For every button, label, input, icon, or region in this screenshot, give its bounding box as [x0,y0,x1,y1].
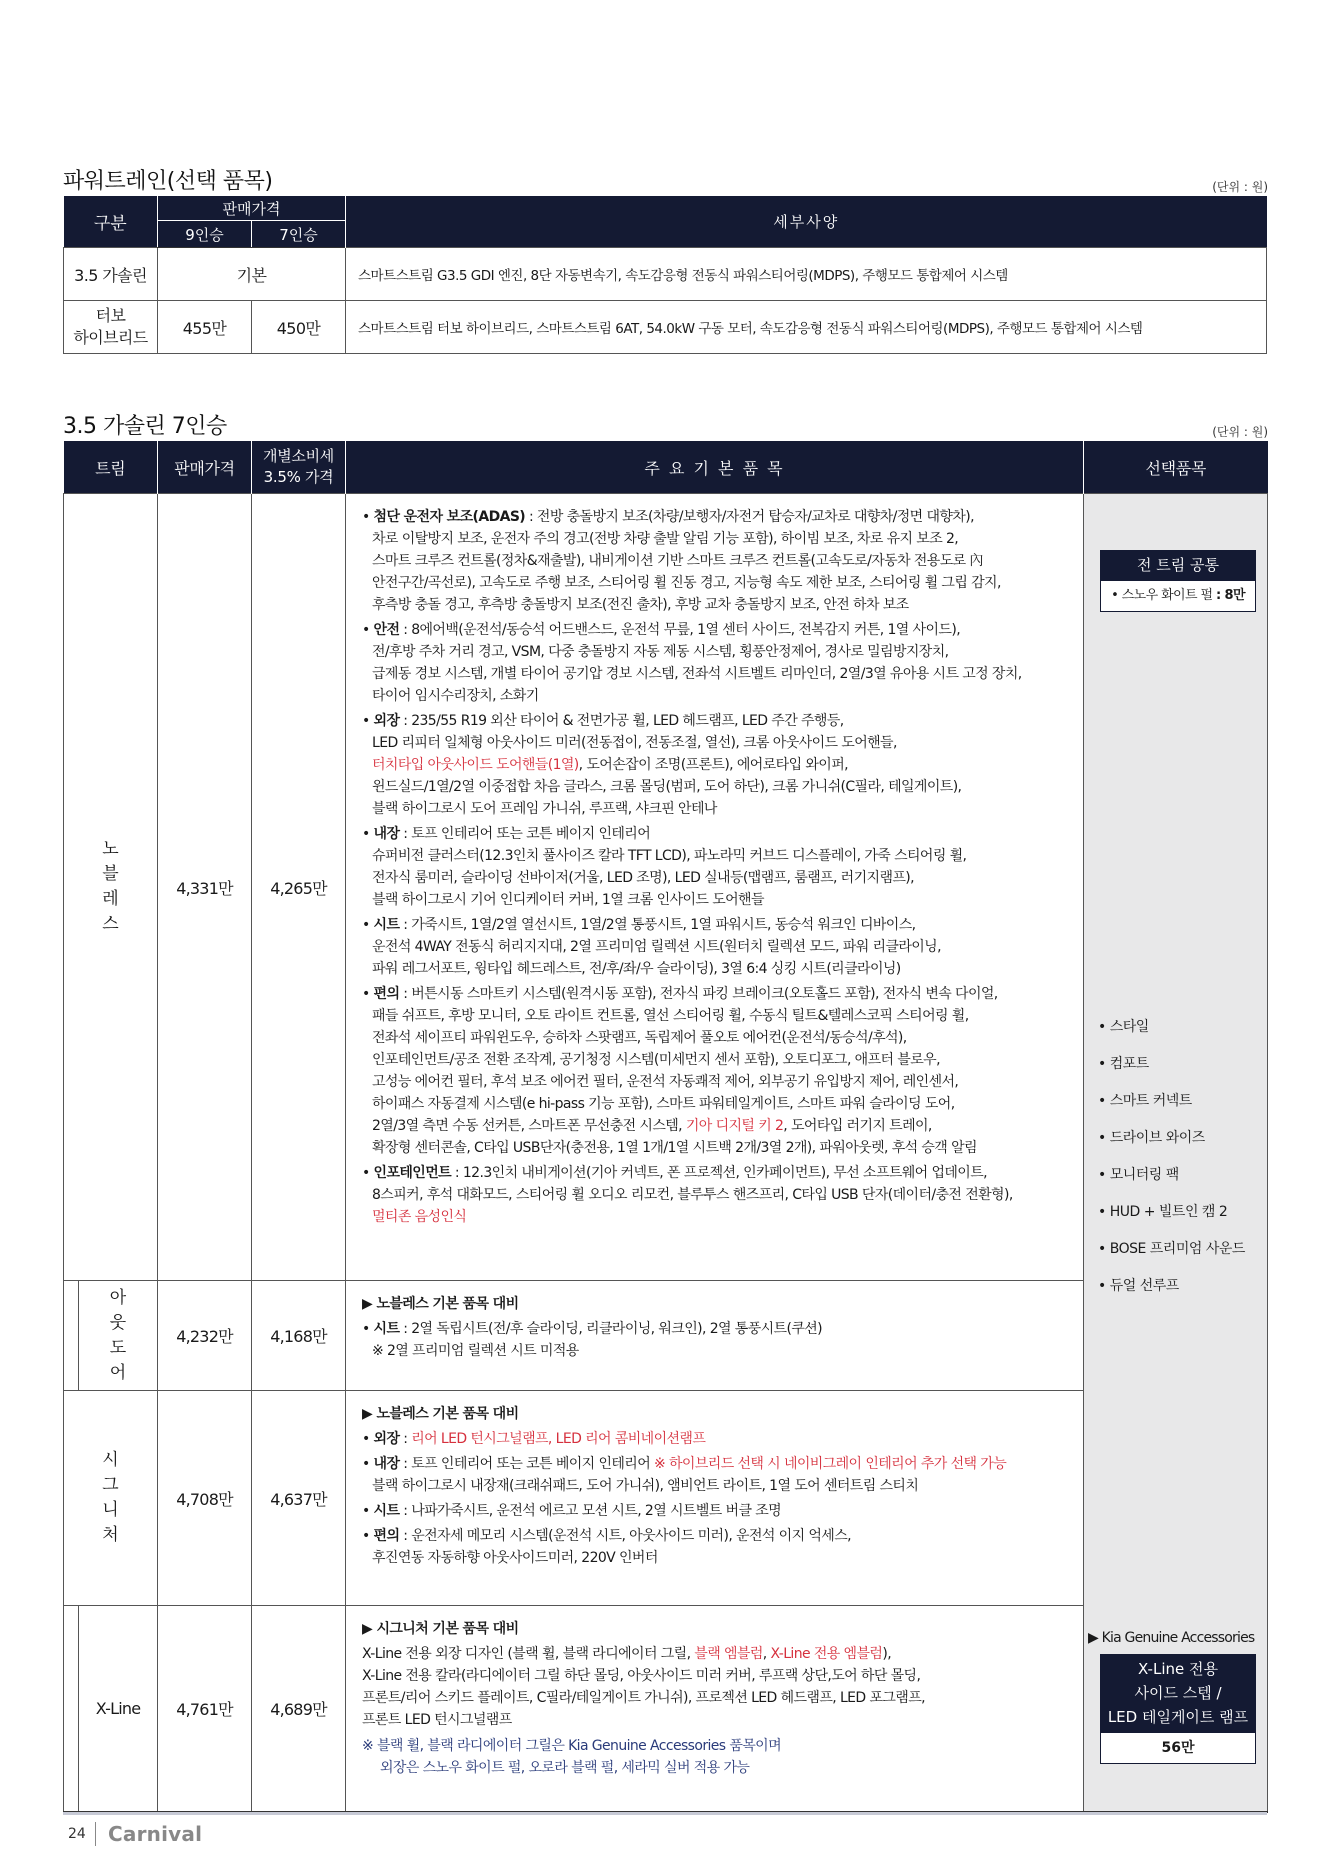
trim-tax-price: 4,168만 [252,1281,346,1391]
header-price: 판매가격 [158,196,346,221]
feature-list: ▶ 노블레스 기본 품목 대비 • 시트 : 2열 독립시트(전/후 슬라이딩, 리클라이닝, 워크인), 2열 통풍시트(쿠션) ※ 2열 프리미엄 릴렉션 시트 미적용 [346,1281,1084,1391]
footer-divider [63,1812,1267,1815]
options-column [1084,494,1268,1812]
accessories-item: X-Line 전용 사이드 스텝 / LED 테일게이트 램프 [1100,1654,1256,1732]
powertrain-table [63,196,1267,354]
trim-tax-price: 4,689만 [252,1606,346,1812]
trim-name-xline: X-Line [79,1606,158,1812]
row-detail: 스마트스트림 터보 하이브리드, 스마트스트림 6AT, 54.0kW 구동 모터, 속도감응형 전동식 파워스티어링(MDPS), 주행모드 통합제어 시스템 [346,301,1267,354]
row-name: 3.5 가솔린 [64,248,158,301]
header-seats7: 7인승 [252,221,346,248]
trim-tax-price: 4,637만 [252,1391,346,1606]
trim-price: 4,761만 [158,1606,252,1812]
feature-convenience: • 편의 : 버튼시동 스마트키 시스템(원격시동 포함), 전자식 파킹 브레이크(오토홀드 포함), 전자식 변속 다이얼, 패들 쉬프트, 후방 모니터, 오토 라이트 컨트롤, 열선 스티어링 휠, 수동식 틸트&텔레스코픽 스티어링 휠, 전좌석 세이프티 파워윈도우, 승하차 스팟램프, 독립제어 풀오토 에어컨(운전석/동승석/후석), 인포테인먼트/공조 전환 조작계, 공기청정 시스템(미세먼지 센서 포함), 오토디포그, 애프터 블로우, 고성능 에어컨 필터, 후석 보조 에어컨 필터, 운전석 자동쾌적 제어, 외부공기 유입방지 제어, 레인센서, 하이패스 자동결제 시스템(e hi-pass 기능 포함), 스마트 파워테일게이트, 스마트 파워 슬라이딩 도어, 2열/3열 측면 수동 선커튼, 스마트폰 무선충전 시스템, 기아 디지털 키 2, 도어타입 러기지 트레이, 확장형 센터콘솔, C타입 USB단자(충전용, 1열 1개/1열 시트백 2개/3열 2개), 파워아웃렛, 후석 승객 알림 [362,986,998,1156]
powertrain-row-hybrid [64,301,1267,354]
header-features: 주 요 기 본 품 목 [346,441,1084,494]
option-smart-connect: • 스마트 커넥트 [1098,1093,1192,1109]
trim-name-signature: 시 그 니 처 [64,1391,158,1606]
trim-price: 4,708만 [158,1391,252,1606]
option-list [1098,1017,1245,1313]
option-bose: • BOSE 프리미엄 사운드 [1098,1241,1245,1257]
trim-table [63,441,1268,1813]
feature-infotainment: • 인포테인먼트 : 12.3인치 내비게이션(기아 커넥트, 폰 프로젝션, 인카페이먼트), 무선 소프트웨어 업데이트, 8스피커, 후석 대화모드, 스티어링 휠 오디오 리모컨, 블루투스 핸즈프리, C타입 USB 단자(데이터/충전 전환형), 멀티존 음성인식 [362,1165,1013,1225]
trim-row-noblesse [64,494,1268,1281]
powertrain-unit: (단위 : 원) [1212,180,1268,194]
feature-list: ▶ 노블레스 기본 품목 대비 • 외장 : 리어 LED 턴시그널램프, LED 리어 콤비네이션램프 • 내장 : 토프 인테리어 또는 코튼 베이지 인테리어 ※ 하이브리드 선택 시 네이비그레이 인테리어 추가 선택 가능 블랙 하이그로시 내장재(크래쉬패드, 도어 가니쉬), 앰비언트 라이트, 1열 도어 센터트림 스티치 • 시트 : 나파가죽시트, 운전석 에르고 모션 시트, 2열 시트벨트 버클 조명 • 편의 : 운전자세 메모리 시스템(운전석 시트, 아웃사이드 미러), 운전석 이지 억세스, 후진연동 자동하향 아웃사이드미러, 220V 인버터 [346,1391,1084,1606]
feature-safety: • 안전 : 8에어백(운전석/동승석 어드밴스드, 운전석 무릎, 1열 센터 사이드, 전복감지 커튼, 1열 사이드), 전/후방 주차 거리 경고, VSM, 다중 충돌방지 자동 제동 시스템, 횡풍안정제어, 경사로 밀림방지장치, 급제동 경보 시스템, 개별 타이어 공기압 경보 시스템, 전좌석 시트벨트 리마인더, 2열/3열 유아용 시트 고정 장치, 타이어 임시수리장치, 소화기 [362,622,1022,704]
common-option-title: 전 트림 공통 [1100,550,1256,580]
option-hud: • HUD + 빌트인 캠 2 [1098,1204,1228,1220]
feature-interior: • 내장 : 토프 인테리어 또는 코튼 베이지 인테리어 슈퍼비전 클러스터(12.3인치 풀사이즈 칼라 TFT LCD), 파노라믹 커브드 디스플레이, 가죽 스티어링 휠, 전자식 룸미러, 슬라이딩 선바이저(거울, LED 조명), LED 실내등(맵램프, 룸램프, 러기지램프), 블랙 하이그로시 기어 인디케이터 커버, 1열 크롬 인사이드 도어핸들 [362,826,967,908]
row-price-9: 455만 [158,301,252,354]
common-option-item: • 스노우 화이트 펄 : 8만 [1100,580,1256,612]
page-number: 24 [68,1826,86,1842]
common-option-box [1100,550,1256,612]
header-seats9: 9인승 [158,221,252,248]
option-comfort: • 컴포트 [1098,1056,1149,1072]
option-monitoring-pack: • 모니터링 팩 [1098,1167,1179,1183]
feature-seats: • 시트 : 가죽시트, 1열/2열 열선시트, 1열/2열 통풍시트, 1열 파워시트, 동승석 워크인 디바이스, 운전석 4WAY 전동식 허리지지대, 2열 프리미엄 릴렉션 시트(원터치 릴렉션 모드, 파워 리클라이닝, 파워 레그서포트, 윙타입 헤드레스트, 전/후/좌/우 슬라이딩), 3열 6:4 싱킹 시트(리클라이닝) [362,917,941,977]
trim-name-noblesse: 노 블 레 스 [64,494,158,1281]
powertrain-row-gasoline [64,248,1267,301]
option-style: • 스타일 [1098,1019,1149,1035]
row-price: 기본 [158,248,346,301]
trim-price: 4,232만 [158,1281,252,1391]
accessories-title: ▶ Kia Genuine Accessories [1088,1630,1255,1646]
main-unit: (단위 : 원) [1212,425,1268,439]
feature-adas: • 첨단 운전자 보조(ADAS) : 전방 충돌방지 보조(차량/보행자/자전거 탑승자/교차로 대향차/정면 대향차), 차로 이탈방지 보조, 운전자 주의 경고(전방 차량 출발 알림 기능 포함), 하이빔 보조, 차로 유지 보조 2, 스마트 크루즈 컨트롤(정차&재출발), 내비게이션 기반 스마트 크루즈 컨트롤(고속도로/자동차 전용도로 內 안전구간/곡선로), 고속도로 주행 보조, 스티어링 휠 진동 경고, 지능형 속도 제한 보조, 스티어링 휠 그립 감지, 후측방 충돌 경고, 후측방 충돌방지 보조(전진 출차), 후방 교차 충돌방지 보조, 안전 하차 보조 [362,509,1001,613]
header-category: 구분 [64,196,158,248]
row-name: 터보 하이브리드 [64,301,158,354]
row-detail: 스마트스트림 G3.5 GDI 엔진, 8단 자동변속기, 속도감응형 전동식 파워스티어링(MDPS), 주행모드 통합제어 시스템 [346,248,1267,301]
option-dual-sunroof: • 듀얼 선루프 [1098,1278,1179,1294]
row-price-7: 450만 [252,301,346,354]
accessories-price: 56만 [1100,1732,1256,1764]
header-tax: 개별소비세 3.5% 가격 [252,441,346,494]
brand-name: Carnival [108,1822,203,1846]
powertrain-title: 파워트레인(선택 품목) [63,169,273,194]
accessories-box [1100,1654,1256,1764]
footer-separator [95,1822,96,1846]
main-title: 3.5 가솔린 7인승 [63,414,227,439]
header-details: 세부사양 [346,196,1267,248]
trim-tax-price: 4,265만 [252,494,346,1281]
header-trim: 트림 [64,441,158,494]
feature-list [346,494,1084,1281]
option-drive-wise: • 드라이브 와이즈 [1098,1130,1205,1146]
header-price: 판매가격 [158,441,252,494]
trim-name-outdoor: 아 웃 도 어 [79,1281,158,1391]
feature-exterior: • 외장 : 235/55 R19 외산 타이어 & 전면가공 휠, LED 헤드램프, LED 주간 주행등, LED 리피터 일체형 아웃사이드 미러(전동접이, 전동조절, 열선), 크롬 아웃사이드 도어핸들, 터치타입 아웃사이드 도어핸들(1열), 도어손잡이 조명(프론트), 에어로타입 와이퍼, 윈드실드/1열/2열 이중접합 차음 글라스, 크롬 몰딩(범퍼, 도어 하단), 크롬 가니쉬(C필라, 테일게이트), 블랙 하이그로시 도어 프레임 가니쉬, 루프랙, 샤크핀 안테나 [362,713,962,817]
trim-price: 4,331만 [158,494,252,1281]
header-options: 선택품목 [1084,441,1268,494]
feature-list: ▶ 시그니처 기본 품목 대비 X-Line 전용 외장 디자인 (블랙 휠, 블랙 라디에이터 그릴, 블랙 엠블럼, X-Line 전용 엠블럼), X-Line 전용 칼라(라디에이터 그릴 하단 몰딩, 아웃사이드 미러 커버, 루프랙 상단,도어 하단 몰딩, 프론트/리어 스키드 플레이트, C필라/테일게이트 가니쉬), 프로젝션 LED 헤드램프, LED 포그램프, 프론트 LED 턴시그널램프 ※ 블랙 휠, 블랙 라디에이터 그릴은 Kia Genuine Accessories 품목이며 외장은 스노우 화이트 펄, 오로라 블랙 펄, 세라믹 실버 적용 가능 [346,1606,1084,1812]
